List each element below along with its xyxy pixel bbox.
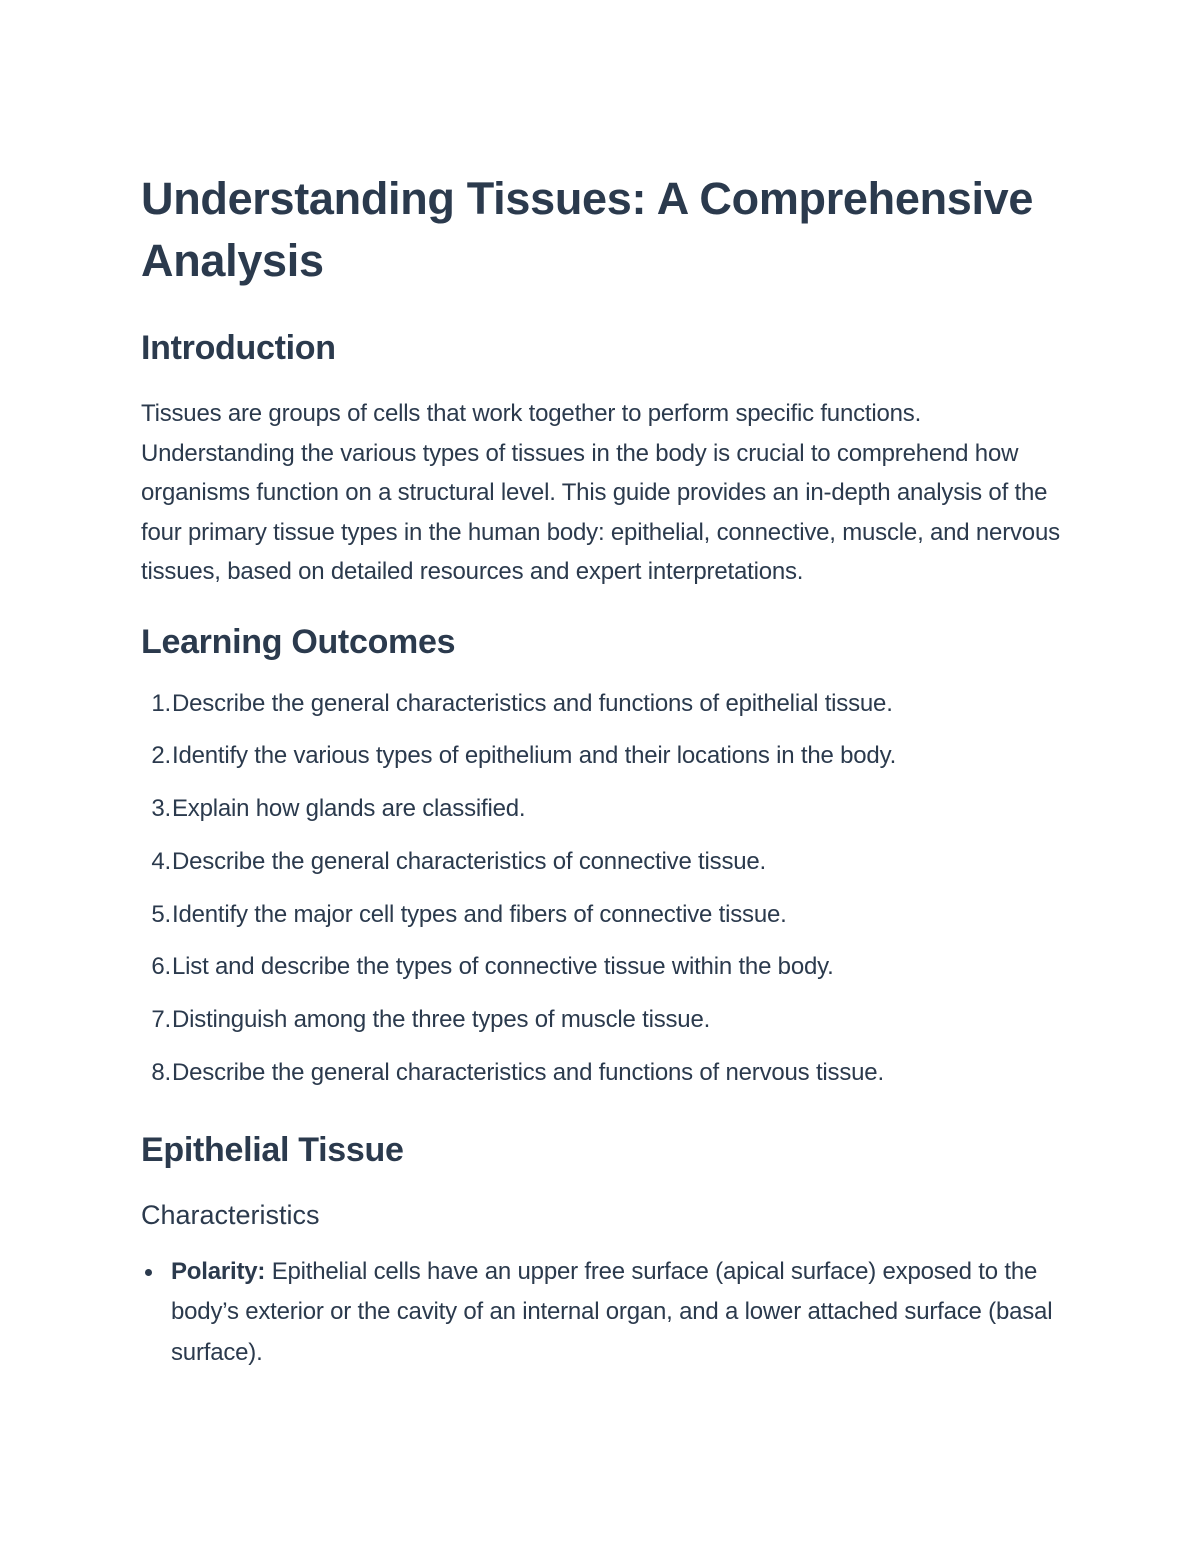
bullet-text [171,1252,1071,1374]
list-item-text: Identify the major cell types and fibers of connective tissue. [172,900,787,928]
epithelial-tissue-heading: Epithelial Tissue [141,1130,404,1169]
list-item-number: 5. [151,900,171,928]
list-item-text: Describe the general characteristics of connective tissue. [172,847,767,875]
list-item-number: 6. [151,953,171,981]
learning-outcomes-list [141,688,1071,1110]
list-item [141,740,1071,793]
list-item-number: 8. [151,1059,171,1087]
list-item [141,899,1071,952]
characteristics-heading: Characteristics [141,1199,320,1230]
list-item [141,688,1071,741]
list-item-text: Explain how glands are classified. [172,795,526,823]
list-item-number: 4. [151,847,171,875]
list-item-number: 7. [151,1006,171,1034]
bullet-description: Epithelial cells have an upper free surface (apical surface) exposed to the body’s exterior or the cavity of an internal organ, and a lower attached surface (basal surface). [171,1257,1053,1366]
list-item [141,1004,1071,1057]
introduction-paragraph: Tissues are groups of cells that work together to perform specific functions. Understanding the various types of tissues in the body is crucial to comprehend how organisms function on a structural level. This guide provides an in-depth analysis of the four primary tissue types in the human body: epithelial, connective, muscle, and nervous tissues, based on detailed resources and expert interpretations. [141,400,1060,585]
list-item-text: Describe the general characteristics and functions of nervous tissue. [172,1059,884,1087]
list-item [141,1252,1071,1374]
document-page [141,168,1071,1373]
list-item-text: Identify the various types of epithelium and their locations in the body. [172,742,897,770]
list-item-text: List and describe the types of connective tissue within the body. [172,953,834,981]
list-item-number: 3. [151,795,171,823]
list-item-number: 2. [151,742,171,770]
introduction-heading: Introduction [141,329,336,367]
list-item-text: Distinguish among the three types of muscle tissue. [172,1006,711,1034]
list-item [141,951,1071,1004]
list-item [141,1057,1071,1110]
list-item [141,793,1071,846]
document-title: Understanding Tissues: A Comprehensive Analysis [141,173,1034,286]
list-item [141,846,1071,899]
learning-outcomes-heading: Learning Outcomes [141,622,456,661]
list-item-number: 1. [151,689,171,717]
list-item-text: Describe the general characteristics and functions of epithelial tissue. [172,689,893,717]
characteristics-list [141,1252,1071,1374]
bullet-term: Polarity: [171,1257,266,1285]
bullet-icon [141,1252,171,1374]
